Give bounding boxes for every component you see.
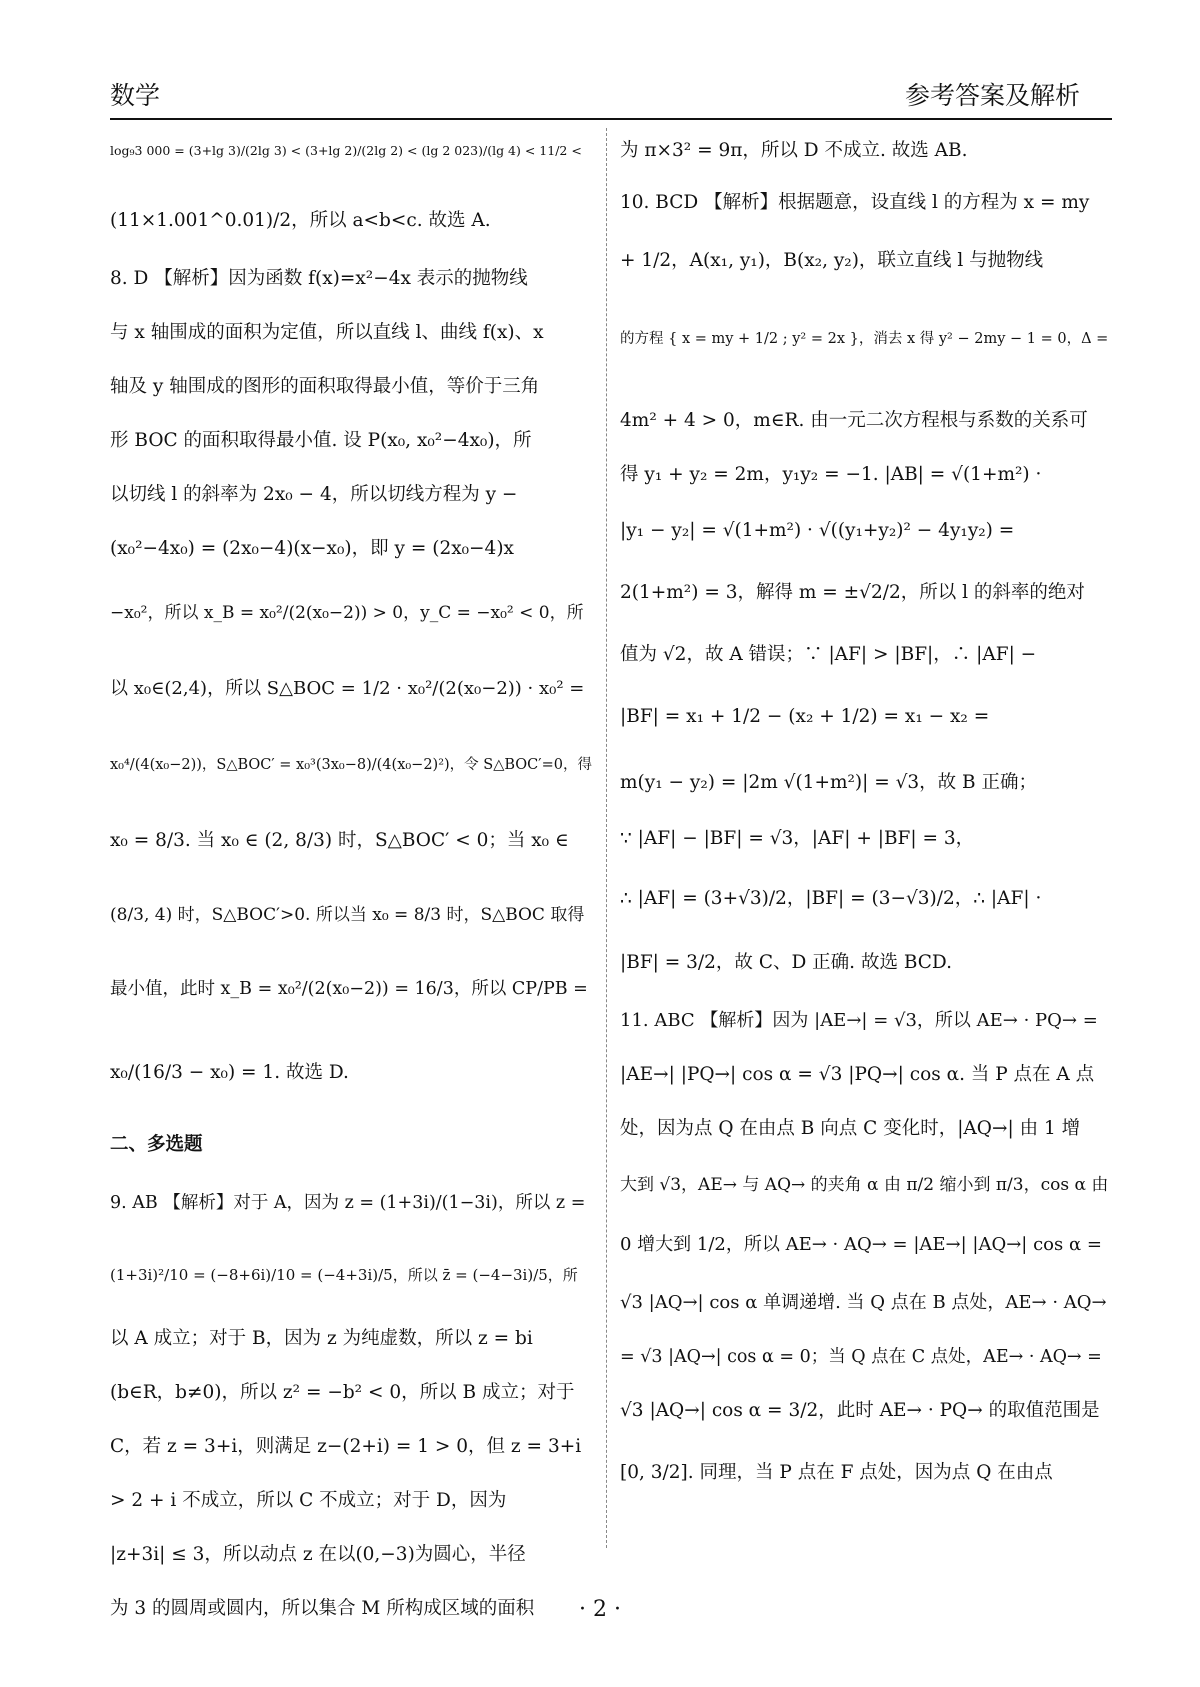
- text-line: 大到 √3，AE→ 与 AQ→ 的夹角 α 由 π/2 缩小到 π/3，cos α 由: [620, 1175, 1109, 1195]
- text-line: 0 增大到 1/2，所以 AE→ · AQ→ = |AE→| |AQ→| cos α =: [620, 1234, 1102, 1255]
- text-line: ∵ |AF| − |BF| = √3，|AF| + |BF| = 3，: [620, 828, 975, 849]
- text-line: x₀/(16/3 − x₀) = 1. 故选 D.: [110, 1062, 349, 1083]
- text-line: = √3 |AQ→| cos α = 0；当 Q 点在 C 点处，AE→ · AQ→ =: [620, 1347, 1102, 1367]
- text-line: [0, 3/2]. 同理，当 P 点在 F 点处，因为点 Q 在由点: [620, 1462, 1053, 1483]
- header-rule: [110, 118, 1112, 120]
- document-title: 参考答案及解析: [904, 81, 1080, 110]
- text-line: 以切线 l 的斜率为 2x₀ − 4，所以切线方程为 y −: [110, 484, 518, 505]
- text-line: √3 |AQ→| cos α = 3/2，此时 AE→ · PQ→ 的取值范围是: [620, 1400, 1100, 1421]
- text-line: + 1/2，A(x₁, y₁)，B(x₂, y₂)，联立直线 l 与抛物线: [620, 250, 1044, 271]
- text-line: 11. ABC 【解析】因为 |AE→| = √3，所以 AE→ · PQ→ =: [620, 1010, 1098, 1031]
- page-header: [0, 0, 1200, 120]
- text-line: (x₀²−4x₀) = (2x₀−4)(x−x₀)，即 y = (2x₀−4)x: [110, 538, 514, 559]
- text-line: 与 x 轴围成的面积为定值，所以直线 l、曲线 f(x)、x: [110, 322, 544, 343]
- text-line: log₉3 000 = (3+lg 3)/(2lg 3) < (3+lg 2)/(2lg 2) < (lg 2 023)/(lg 4) < 11/2 <: [110, 143, 582, 158]
- text-line: |BF| = x₁ + 1/2 − (x₂ + 1/2) = x₁ − x₂ =: [620, 706, 990, 727]
- text-line: 8. D 【解析】因为函数 f(x)=x²−4x 表示的抛物线: [110, 268, 528, 289]
- text-line: |BF| = 3/2，故 C、D 正确. 故选 BCD.: [620, 952, 952, 973]
- page-number: · 2 ·: [579, 1597, 621, 1622]
- text-line: |y₁ − y₂| = √(1+m²) · √((y₁+y₂)² − 4y₁y₂) =: [620, 520, 1015, 541]
- text-line: 最小值，此时 x_B = x₀²/(2(x₀−2)) = 16/3，所以 CP/PB =: [110, 979, 588, 999]
- text-line: > 2 + i 不成立，所以 C 不成立；对于 D，因为: [110, 1490, 507, 1511]
- text-line: 得 y₁ + y₂ = 2m，y₁y₂ = −1. |AB| = √(1+m²) ·: [620, 464, 1042, 485]
- text-line: 10. BCD 【解析】根据题意，设直线 l 的方程为 x = my: [620, 192, 1090, 213]
- text-line: −x₀²，所以 x_B = x₀²/(2(x₀−2)) > 0，y_C = −x₀² < 0，所: [110, 603, 584, 623]
- text-line: |AE→| |PQ→| cos α = √3 |PQ→| cos α. 当 P 点在 A 点: [620, 1064, 1095, 1085]
- text-line: 2(1+m²) = 3，解得 m = ±√2/2，所以 l 的斜率的绝对: [620, 582, 1085, 603]
- column-divider: [606, 128, 607, 1548]
- subject-label: 数学: [110, 81, 161, 110]
- text-line: 9. AB 【解析】对于 A，因为 z = (1+3i)/(1−3i)，所以 z =: [110, 1193, 586, 1213]
- text-line: 形 BOC 的面积取得最小值. 设 P(x₀, x₀²−4x₀)，所: [110, 430, 532, 451]
- section-heading: 二、多选题: [110, 1134, 203, 1155]
- text-line: ∴ |AF| = (3+√3)/2，|BF| = (3−√3)/2，∴ |AF| ·: [620, 888, 1042, 909]
- text-line: (11×1.001^0.01)/2，所以 a<b<c. 故选 A.: [110, 210, 491, 231]
- text-line: 的方程 { x = my + 1/2 ; y² = 2x }，消去 x 得 y² − 2my − 1 = 0，Δ =: [620, 331, 1109, 347]
- text-line: x₀ = 8/3. 当 x₀ ∈ (2, 8/3) 时，S△BOC′ < 0；当 x₀ ∈: [110, 830, 569, 851]
- text-line: |z+3i| ≤ 3，所以动点 z 在以(0,−3)为圆心，半径: [110, 1544, 526, 1565]
- text-line: 处，因为点 Q 在由点 B 向点 C 变化时，|AQ→| 由 1 增: [620, 1118, 1081, 1139]
- text-line: 值为 √2，故 A 错误；∵ |AF| > |BF|，∴ |AF| −: [620, 644, 1037, 665]
- text-line: (b∈R，b≠0)，所以 z² = −b² < 0，所以 B 成立；对于: [110, 1382, 575, 1403]
- text-line: 为 π×3² = 9π，所以 D 不成立. 故选 AB.: [620, 140, 968, 161]
- text-line: 4m² + 4 > 0，m∈R. 由一元二次方程根与系数的关系可: [620, 410, 1088, 431]
- text-line: 以 A 成立；对于 B，因为 z 为纯虚数，所以 z = bi: [110, 1328, 533, 1349]
- text-line: (1+3i)²/10 = (−8+6i)/10 = (−4+3i)/5，所以 z̄ = (−4−3i)/5，所: [110, 1266, 578, 1284]
- text-line: (8/3, 4) 时，S△BOC′>0. 所以当 x₀ = 8/3 时，S△BOC 取得: [110, 905, 585, 925]
- text-line: √3 |AQ→| cos α 单调递增. 当 Q 点在 B 点处，AE→ · AQ→: [620, 1292, 1107, 1313]
- text-line: m(y₁ − y₂) = |2m √(1+m²)| = √3，故 B 正确；: [620, 772, 1038, 793]
- text-line: 以 x₀∈(2,4)，所以 S△BOC = 1/2 · x₀²/(2(x₀−2)) · x₀² =: [110, 678, 585, 699]
- text-line: 为 3 的圆周或圆内，所以集合 M 所构成区域的面积: [110, 1598, 535, 1619]
- text-line: C，若 z = 3+i，则满足 z−(2+i) = 1 > 0，但 z = 3+i: [110, 1436, 582, 1457]
- text-line: 轴及 y 轴围成的图形的面积取得最小值，等价于三角: [110, 376, 540, 397]
- text-line: x₀⁴/(4(x₀−2))，S△BOC′ = x₀³(3x₀−8)/(4(x₀−2)²)，令 S△BOC′=0，得: [110, 757, 592, 773]
